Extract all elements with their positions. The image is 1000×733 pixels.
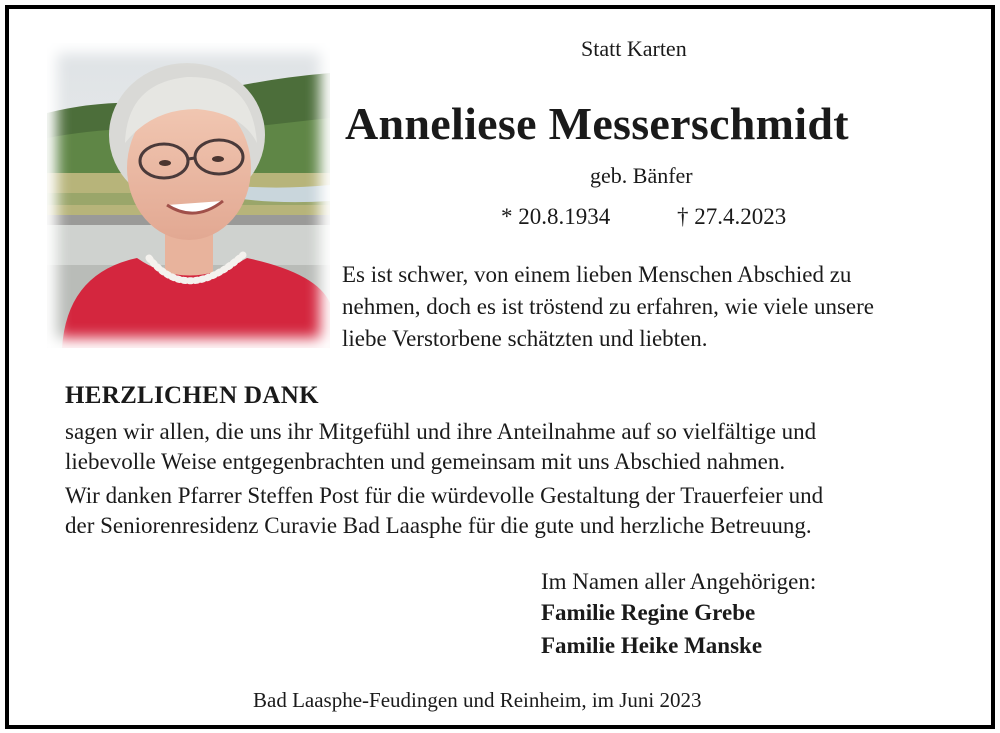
birth-date: * 20.8.1934 bbox=[501, 204, 611, 229]
quote-line: nehmen, doch es ist tröstend zu erfahren, wie viele unsere bbox=[342, 294, 874, 319]
paragraph-line: sagen wir allen, die uns ihr Mitgefühl und ihre Anteilnahme auf so vielfältige und bbox=[65, 419, 817, 444]
pretitle: Statt Karten bbox=[581, 36, 687, 61]
birth-name: geb. Bänfer bbox=[590, 163, 693, 188]
death-date: † 27.4.2023 bbox=[677, 204, 787, 229]
thanks-paragraph bbox=[65, 417, 816, 477]
quote-line: liebe Verstorbene schätzten und liebten. bbox=[342, 326, 708, 351]
paragraph-line: der Seniorenresidenz Curavie Bad Laasphe für die gute und herzliche Betreuung. bbox=[65, 513, 812, 538]
place-and-date: Bad Laasphe-Feudingen und Reinheim, im Juni 2023 bbox=[253, 688, 702, 712]
deceased-name: Anneliese Messerschmidt bbox=[345, 98, 849, 149]
signature-family-2: Familie Heike Manske bbox=[541, 633, 763, 658]
signature-family-1: Familie Regine Grebe bbox=[541, 600, 756, 625]
portrait-photo bbox=[47, 43, 330, 348]
acknowledgement-paragraph bbox=[65, 481, 823, 541]
signature-intro: Im Namen aller Angehörigen: bbox=[541, 569, 817, 594]
condolence-quote bbox=[342, 259, 874, 355]
notice-frame bbox=[5, 5, 995, 729]
quote-line: Es ist schwer, von einem lieben Menschen Abschied zu bbox=[342, 262, 852, 287]
paragraph-line: liebevolle Weise entgegenbrachten und gemeinsam mit uns Abschied nahmen. bbox=[65, 449, 786, 474]
paragraph-line: Wir danken Pfarrer Steffen Post für die würdevolle Gestaltung der Trauerfeier und bbox=[65, 483, 824, 508]
thanks-heading: HERZLICHEN DANK bbox=[65, 382, 319, 409]
